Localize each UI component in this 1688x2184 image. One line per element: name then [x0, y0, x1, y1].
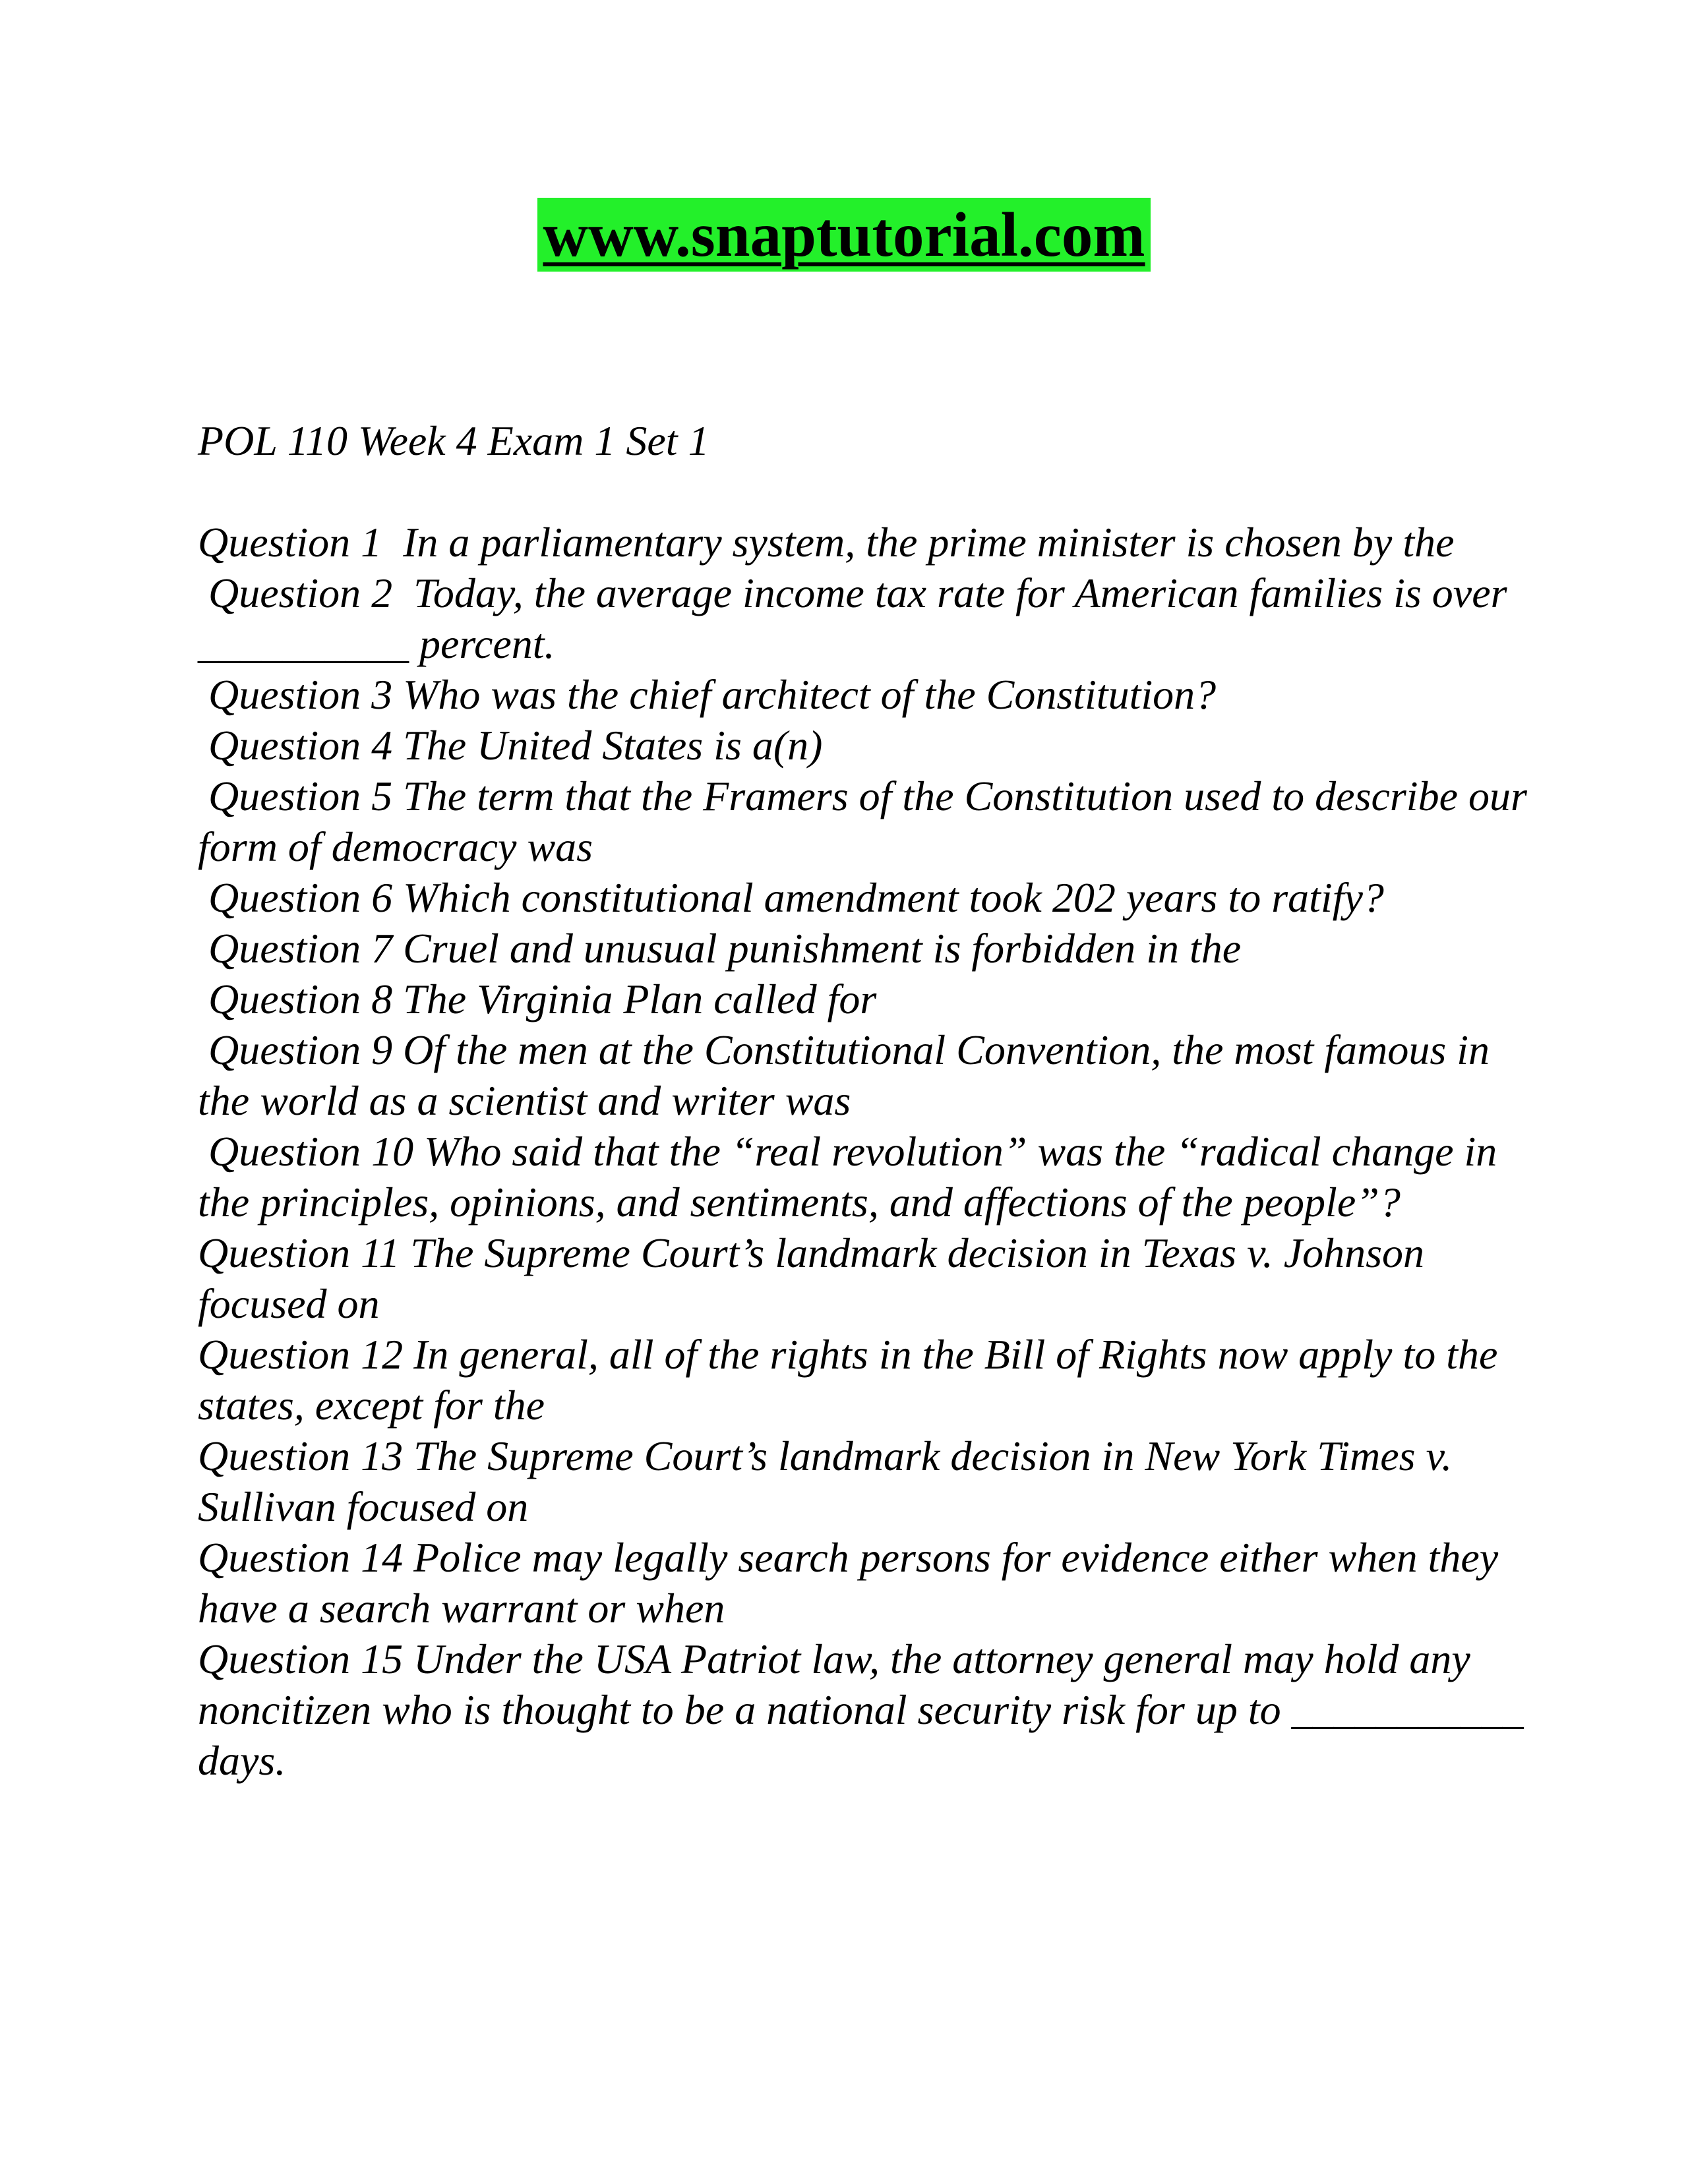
question-10: Question 10 Who said that the “real revolution” was the “radical change in the principles, opinions, and sentiments, and affections of the people”? [198, 1128, 1508, 1225]
question-3: Question 3 Who was the chief architect of the Constitution? [208, 671, 1217, 718]
question-11: Question 11 The Supreme Court’s landmark decision in Texas v. Johnson focused on [198, 1229, 1435, 1327]
question-13: Question 13 The Supreme Court’s landmark decision in New York Times v. Sullivan focused on [198, 1432, 1463, 1530]
question-1: Question 1 In a parliamentary system, the prime minister is chosen by the [198, 519, 1455, 566]
question-2: Question 2 Today, the average income tax rate for American families is over __________ percent. [198, 570, 1518, 667]
header [0, 198, 1688, 272]
question-6: Question 6 Which constitutional amendment took 202 years to ratify? [208, 874, 1384, 921]
site-url-link[interactable]: www.snaptutorial.com [537, 198, 1150, 272]
question-12: Question 12 In general, all of the rights in the Bill of Rights now apply to the states, except for the [198, 1331, 1509, 1429]
question-9: Question 9 Of the men at the Constitutional Convention, the most famous in the world as a scientist and writer was [198, 1026, 1500, 1124]
question-14: Question 14 Police may legally search persons for evidence either when they have a search warrant or when [198, 1534, 1509, 1632]
question-7: Question 7 Cruel and unusual punishment is forbidden in the [208, 925, 1242, 972]
question-5: Question 5 The term that the Framers of the Constitution used to describe our form of democracy was [198, 773, 1538, 870]
exam-title: POL 110 Week 4 Exam 1 Set 1 [198, 417, 709, 464]
question-15: Question 15 Under the USA Patriot law, the attorney general may hold any noncitizen who is thought to be a national security risk for up to ___________ days. [198, 1636, 1534, 1784]
exam-content [198, 415, 1538, 1786]
question-8: Question 8 The Virginia Plan called for [208, 976, 877, 1022]
question-4: Question 4 The United States is a(n) [208, 722, 823, 769]
